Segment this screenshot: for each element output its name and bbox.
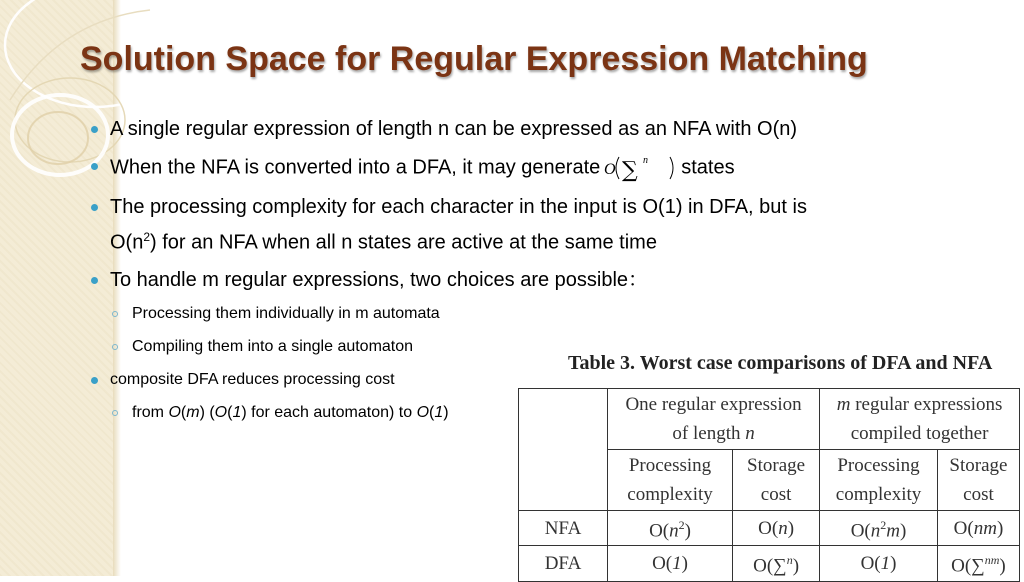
table-cell [820,511,938,546]
bullet-text: composite DFA reduces processing cost [110,370,395,388]
header-line: Storage [747,455,806,476]
header-var: n [745,423,755,444]
sigma-formula-icon [602,151,678,185]
cell-part: 1 [880,552,891,574]
table-sub-header [937,450,1019,511]
cell-part: nm [973,517,997,539]
bullet-text: ) for each automaton) to [241,403,417,421]
bullet-text: ) [443,403,449,421]
table-row-label: DFA [519,546,608,581]
table-row-label: NFA [519,511,608,546]
cell-part: 1 [672,552,682,574]
bullet-text: 1 [434,403,444,421]
cell-part: n [778,517,788,539]
cell-part: ) [996,517,1004,539]
cell-part: O( [649,520,670,542]
bullet-item [90,114,1000,144]
cell-part: ) [900,520,907,542]
header-line: of length [672,423,746,444]
superscript: 2 [143,230,151,244]
bullet-text: The processing complexity for each character in the input is O(1) in DFA, but is [110,196,807,218]
table-row [519,511,1020,546]
bullet-text: 1 [232,403,242,421]
bullet-text: ( [180,403,187,421]
header-line: Processing [837,455,920,476]
bullet-text: O [416,403,430,421]
cell-part: O( [652,552,673,574]
table-cell [608,511,733,546]
bullet-text: To handle m regular expressions, two choices are possible： [110,268,649,291]
bullet-item [90,192,1000,258]
table-cell [733,511,820,546]
cell-part: O(∑ [951,555,985,577]
table-sub-header [608,450,733,511]
cell-part: O(∑ [753,555,787,577]
bullet-text: ( [429,403,435,421]
cell-part: ) [792,555,800,577]
formula-sup: n [643,155,649,166]
cell-part: O( [850,520,871,542]
bullet-text: When the NFA is converted into a DFA, it may generate [110,156,601,179]
bullet-text: O(n [110,231,144,254]
header-line: complexity [835,484,922,505]
cell-part: ) [999,555,1006,577]
cell-part: n [669,520,679,542]
formula-letter: O [604,161,616,178]
cell-part: n [870,520,881,542]
table-sub-header [820,450,938,511]
cell-part: O( [953,517,974,539]
bullet-text: ( [227,403,233,421]
header-line: regular expressions [850,394,1003,415]
table-corner-cell [519,389,608,511]
bullet-item [90,151,1000,185]
cell-part: ) [787,517,795,539]
cell-part: ) [684,520,691,542]
header-line: Storage [949,455,1008,476]
cell-sup: n [786,553,793,568]
header-line: cost [760,484,792,505]
table-group-header [820,389,1020,450]
cell-part: ) [890,552,897,574]
bullet-text: O [214,403,228,421]
svg-text:∑: ∑ [622,158,638,183]
bullet-text: A single regular expression of length n can be expressed as an NFA with O(n) [110,118,798,140]
header-line: cost [963,484,994,505]
cell-part: O( [758,517,779,539]
bullet-item [90,265,1000,295]
bullet-text: from [132,403,169,421]
cell-sup: nm [984,553,1000,568]
cell-sup: 2 [678,518,685,532]
cell-part: O( [860,552,881,574]
bullet-text: states [681,156,735,179]
bullet-text: O [168,403,181,421]
cell-part: ) [681,552,688,574]
header-line: One regular expression [625,394,802,415]
cell-sup: 2 [880,518,887,532]
table-caption: Table 3. Worst case comparisons of DFA and NFA [568,352,993,374]
header-line: Processing [628,455,712,476]
table-group-header [608,389,820,450]
comparison-table [518,388,1020,582]
table-cell [937,511,1019,546]
bullet-text: Processing them individually in m automata [132,304,440,322]
header-var: m [836,394,851,415]
bullet-text: m [186,403,200,421]
bullet-text: Compiling them into a single automaton [132,337,414,355]
table-sub-header [733,450,820,511]
sub-bullet-item [90,302,1000,326]
header-line: compiled together [850,423,989,444]
bullet-text: ) for an NFA when all n states are active at the same time [150,231,657,254]
header-line: complexity [627,484,713,505]
bullet-text: ) ( [199,403,215,421]
slide-title: Solution Space for Regular Expression Matching [80,40,868,78]
bullet-list [90,114,1003,434]
cell-part: m [886,520,900,542]
